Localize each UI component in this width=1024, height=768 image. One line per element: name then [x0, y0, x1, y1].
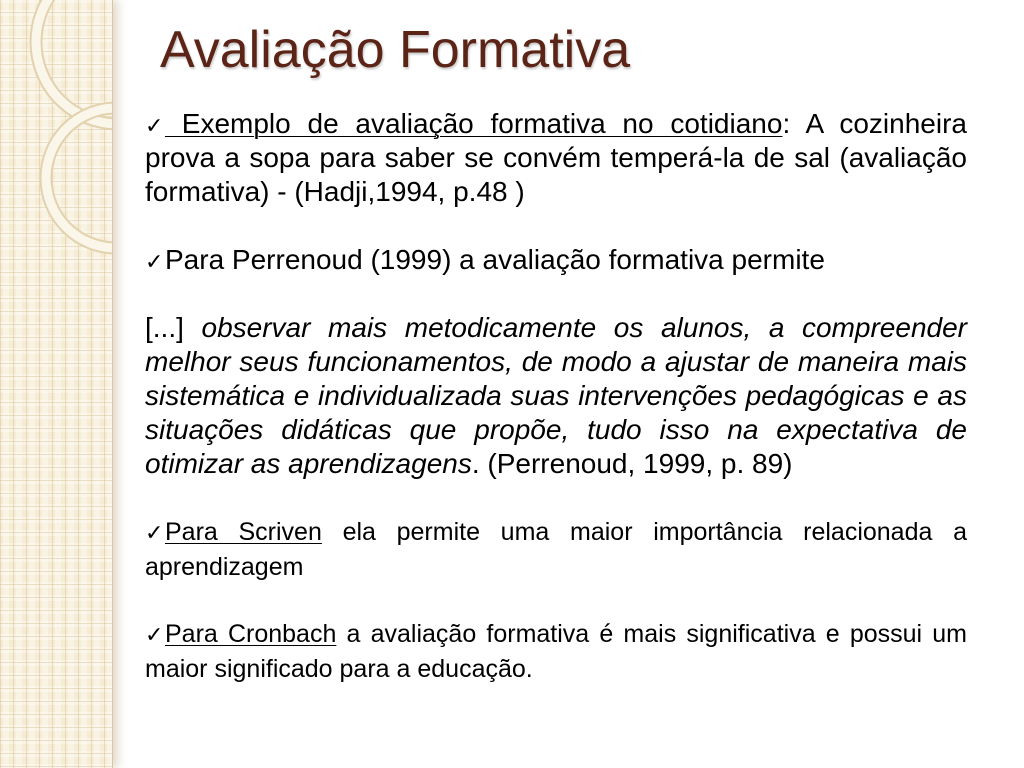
quote-italic-text: observar mais metodicamente os alunos, a compreender melhor seus funcionamentos, de modo a ajustar de maneira mais sistemática e individualizada suas intervenções pedagógicas e as situações didáticas que propõe, tudo isso na expectativa de otimizar as aprendizagens: [145, 312, 967, 479]
scriven-text: ela permite uma maior importância relacionada a aprendizagem: [145, 518, 967, 581]
paragraph-scriven: [145, 515, 967, 585]
perrenoud-intro-text: Para Perrenoud (1999) a avaliação formativa permite: [165, 244, 825, 275]
paragraph-perrenoud-intro: [145, 243, 967, 277]
check-bullet-icon: ✓: [145, 521, 164, 546]
check-bullet-icon: ✓: [145, 250, 164, 275]
example-text: : A cozinheira prova a sopa para saber se convém temperá-la de sal (avaliação formativa) - (Hadji,1994, p.48 ): [145, 108, 967, 207]
paragraph-cronbach: [145, 617, 967, 687]
cronbach-underlined: Para Cronbach: [165, 620, 337, 648]
paragraph-example: [145, 107, 967, 209]
cronbach-text: a avaliação formativa é mais significativa e possui um maior significado para a educação.: [145, 620, 967, 683]
slide-title: Avaliação Formativa: [160, 21, 631, 79]
check-bullet-icon: ✓: [145, 623, 164, 648]
paragraph-perrenoud-quote: [145, 311, 967, 481]
decorative-rings: [0, 0, 112, 300]
quote-citation: . (Perrenoud, 1999, p. 89): [471, 448, 793, 479]
example-heading-underlined: Exemplo de avaliação formativa no cotidiano: [165, 108, 783, 139]
quote-ellipsis: [...]: [145, 312, 202, 343]
scriven-underlined: Para Scriven: [165, 518, 322, 546]
decorative-side-strip: [0, 0, 113, 768]
check-bullet-icon: ✓: [145, 114, 164, 139]
